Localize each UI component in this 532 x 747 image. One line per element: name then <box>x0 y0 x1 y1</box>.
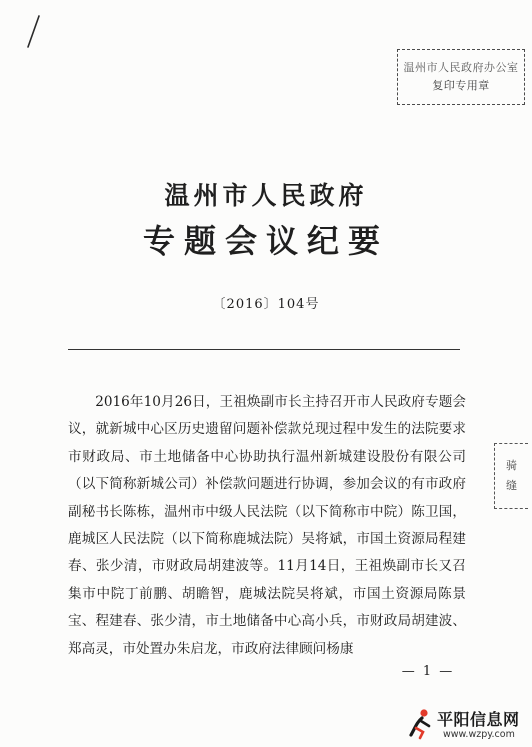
document-number: 〔2016〕104号 <box>212 297 320 312</box>
watermark-site-url: www.wzpy.com <box>443 729 515 740</box>
header-divider <box>68 349 460 350</box>
seam-seal-char-1: 骑 <box>506 459 517 472</box>
document-type-title: 专题会议纪要 <box>142 222 389 260</box>
seam-seal-char-2: 缝 <box>506 479 517 492</box>
copy-seal-stamp <box>397 49 525 105</box>
page-number: — 1 — <box>401 664 455 679</box>
watermark-site-name: 平阳信息网 <box>437 710 520 729</box>
seam-seal-stamp <box>494 443 528 509</box>
site-watermark <box>405 700 532 747</box>
stamp-line-2: 复印专用章 <box>432 79 490 92</box>
body-paragraph: 2016年10月26日，王祖焕副市长主持召开市人民政府专题会议，就新城中心区历史遗留问题补偿款兑现过程中发生的法院要求市财政局、市土地储备中心协助执行温州新城建设股份有限公司（以下简称新城公司）补偿款问题进行协调，参加会议的有市政府副秘书长陈栋，温州市中级人民法院（以下简称市中院）陈卫国，鹿城区人民法院（以下简称鹿城法院）吴将斌，市国土资源局程建春、张少清，市财政局胡建波等。11月14日，王祖焕副市长又召集市中院丁前鹏、胡瞻智，鹿城法院吴将斌，市国土资源局陈景宝、程建春、张少清，市土地储备中心高小兵，市财政局胡建波、郑高灵，市处置办朱启龙，市政府法律顾问杨康 <box>68 394 466 657</box>
pen-stroke-mark <box>24 14 42 50</box>
running-figure-logo-icon <box>405 708 435 740</box>
stamp-line-1: 温州市人民政府办公室 <box>403 61 519 74</box>
issuing-authority-title: 温州市人民政府 <box>164 181 368 210</box>
